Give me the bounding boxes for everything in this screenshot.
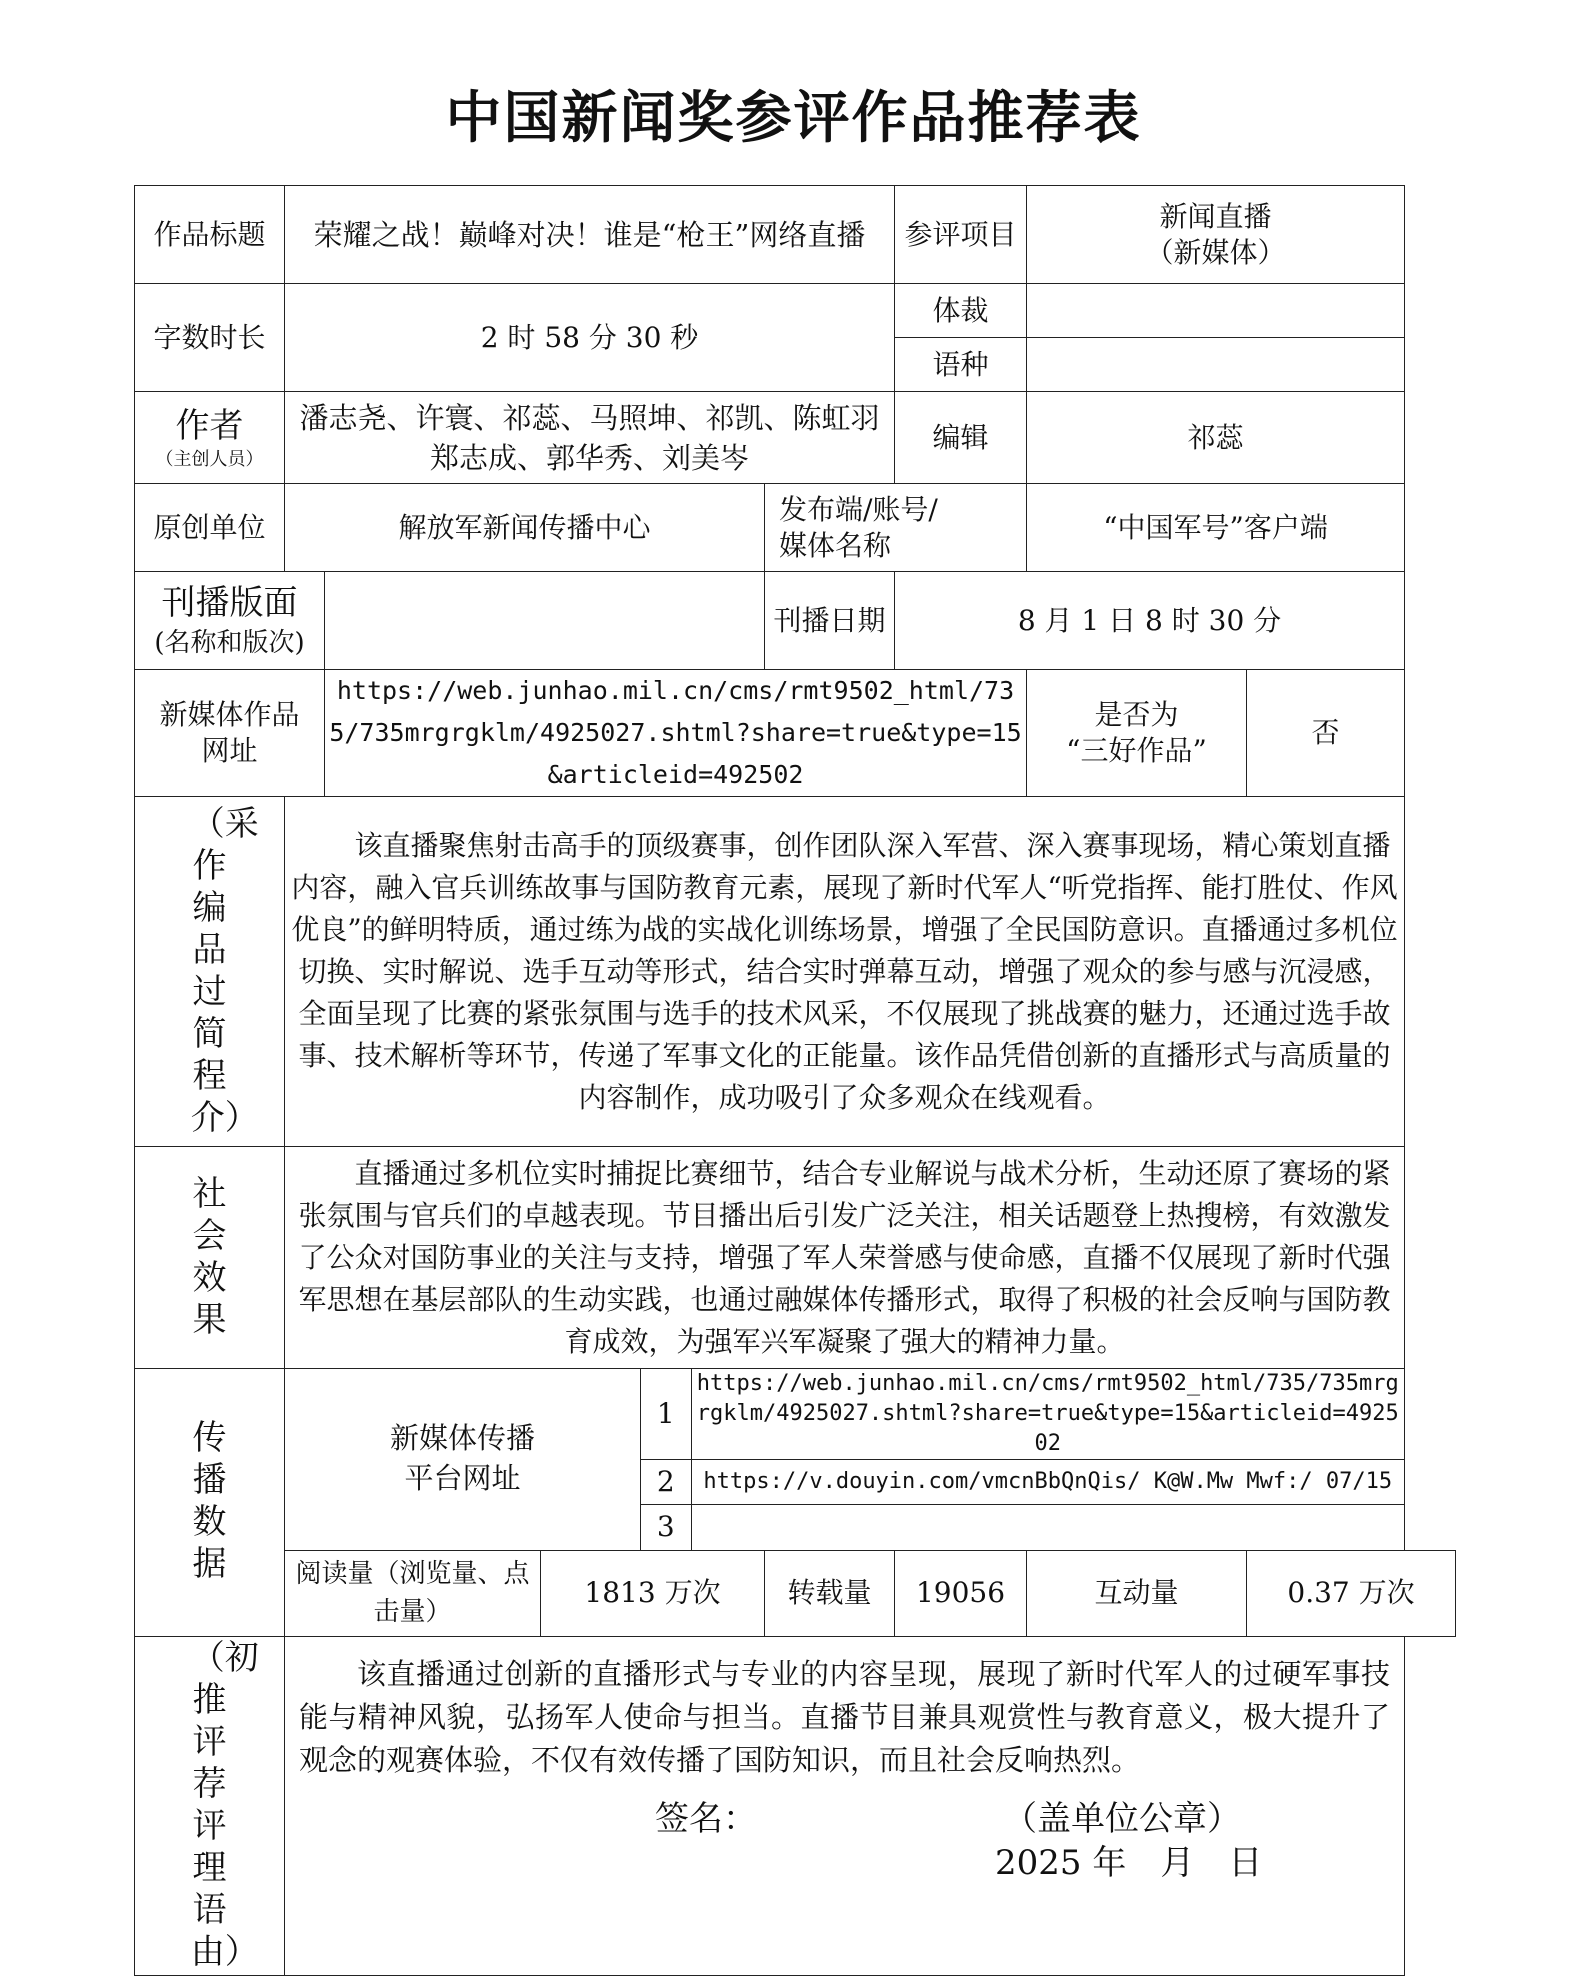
link-num: 3 [641,1505,691,1550]
link-num: 1 [641,1369,691,1460]
link-num: 2 [641,1460,691,1505]
publisher-value: “中国军号”客户端 [1027,484,1405,572]
author-sub-label: （主创人员） [155,448,264,470]
sign-label: 签名： [655,1798,757,1839]
three-good-label-line2: “三好作品” [1066,734,1207,767]
effect-label-cell [135,1147,285,1369]
publisher-label-line1: 发布端/账号/ [779,492,938,526]
spread-label: 传播数据 [192,1418,227,1585]
process-label-cell [135,797,285,1147]
spread-label-cell [135,1369,285,1637]
language-value [1027,338,1405,392]
work-url-link[interactable]: https://web.junhao.mil.cn/cms/rmt9502_html/735/735mrgrgklm/4925027.shtml?share=true&type=15&articleid=492502 [325,670,1027,797]
platform-link[interactable] [691,1505,1404,1550]
sign-date: 2025 年 月 日 [995,1842,1263,1883]
publisher-label [765,484,1027,572]
work-title-label: 作品标题 [135,186,285,284]
link-row [641,1460,1404,1505]
category-line2: （新媒体） [1145,235,1286,269]
link-row [641,1369,1404,1460]
reposts-value: 19056 [895,1550,1027,1636]
page-title: 中国新闻奖参评作品推荐表 [445,85,1142,151]
work-url-label-line1: 新媒体作品 [159,698,300,731]
page-value [325,572,765,670]
publisher-label-line2: 媒体名称 [779,528,892,562]
review-label-cell [135,1636,285,1975]
interact-label: 互动量 [1027,1550,1247,1636]
work-title-value: 荣耀之战！巅峰对决！谁是“枪王”网络直播 [285,186,895,284]
authors-line1: 潘志尧、许寰、祁蕊、马照坤、祁凯、陈虹羽 [299,400,880,435]
editor-label: 编辑 [895,392,1027,484]
effect-label: 社会效果 [192,1173,227,1340]
category-label: 参评项目 [895,186,1027,284]
platform-link[interactable]: https://web.junhao.mil.cn/cms/rmt9502_html/735/735mrgrgklm/4925027.shtml?share=true&type=15&articleid=492502 [691,1369,1404,1460]
work-url-label [135,670,325,797]
authors-line2: 郑志成、郭华秀、刘美岑 [429,440,749,475]
author-label-cell [135,392,285,484]
three-good-value: 否 [1247,670,1405,797]
review-text: 该直播通过创新的直播形式与专业的内容呈现，展现了新时代军人的过硬军事技能与精神风貌，弘扬军人使命与担当。直播节目兼具观赏性与教育意义，极大提升了观念的观赛体验，不仅有效传播了国防知识，而且社会反响热烈。 [299,1656,1391,1777]
unit-label: 原创单位 [135,484,285,572]
length-label: 字数时长 [135,284,285,392]
editor-value: 祁蕊 [1027,392,1405,484]
date-value: 8 月 1 日 8 时 30 分 [895,572,1405,670]
effect-text: 直播通过多机位实时捕捉比赛细节，结合专业解说与战术分析，生动还原了赛场的紧张氛围与官兵们的卓越表现。节目播出后引发广泛关注，相关话题登上热搜榜，有效激发了公众对国防事业的关注与支持，增强了军人荣誉感与使命感，直播不仅展现了新时代强军思想在基层部队的生动实践，也通过融媒体传播形式，取得了积极的社会反响与国防教育成效，为强军兴军凝聚了强大的精神力量。 [285,1147,1405,1369]
category-line1: 新闻直播 [1159,199,1272,233]
review-label: （初推评荐评理语由） [190,1637,259,1972]
author-label: 作者 [175,405,244,446]
category-value [1027,186,1405,284]
platform-links [641,1369,1405,1551]
unit-value: 解放军新闻传播中心 [285,484,765,572]
platform-label: 新媒体传播平台网址 [389,1421,535,1496]
length-value: 2 时 58 分 30 秒 [285,284,895,392]
link-row [641,1505,1404,1550]
review-content [285,1636,1405,1975]
date-label: 刊播日期 [765,572,895,670]
signature-area [285,1786,1404,1896]
seal-label: （盖单位公章） [1003,1798,1241,1839]
platform-links-table [641,1369,1404,1550]
process-label: （采作编品过简程介） [190,803,259,1138]
work-url-label-line2: 网址 [201,734,258,767]
process-text: 该直播聚焦射击高手的顶级赛事，创作团队深入军营、深入赛事现场，精心策划直播内容，融入官兵训练故事与国防教育元素，展现了新时代军人“听党指挥、能打胜仗、作风优良”的鲜明特质，通过练为战的实战化训练场景，增强了全民国防意识。直播通过多机位切换、实时解说、选手互动等形式，结合实时弹幕互动，增强了观众的参与感与沉浸感，全面呈现了比赛的紧张氛围与选手的技术风采，不仅展现了挑战赛的魅力，还通过选手故事、技术解析等环节，传递了军事文化的正能量。该作品凭借创新的直播形式与高质量的内容制作，成功吸引了众多观众在线观看。 [285,797,1405,1147]
page-label-cell [135,572,325,670]
reposts-label: 转载量 [765,1550,895,1636]
recommendation-form [134,185,1456,1976]
three-good-label-line1: 是否为 [1094,698,1179,731]
platform-link[interactable]: https://v.douyin.com/vmcnBbQnQis/ K@W.Mw Mwf:/ 07/15 [691,1460,1404,1505]
page-sub-label: (名称和版次) [154,627,305,658]
interact-value: 0.37 万次 [1247,1550,1456,1636]
genre-value [1027,284,1405,338]
language-label: 语种 [895,338,1027,392]
authors-value [285,392,895,484]
three-good-label [1027,670,1247,797]
page-label: 刊播版面 [161,582,298,623]
reads-label: 阅读量（浏览量、点击量） [285,1550,541,1636]
reads-value: 1813 万次 [541,1550,765,1636]
platform-label-cell [285,1369,641,1551]
genre-label: 体裁 [895,284,1027,338]
